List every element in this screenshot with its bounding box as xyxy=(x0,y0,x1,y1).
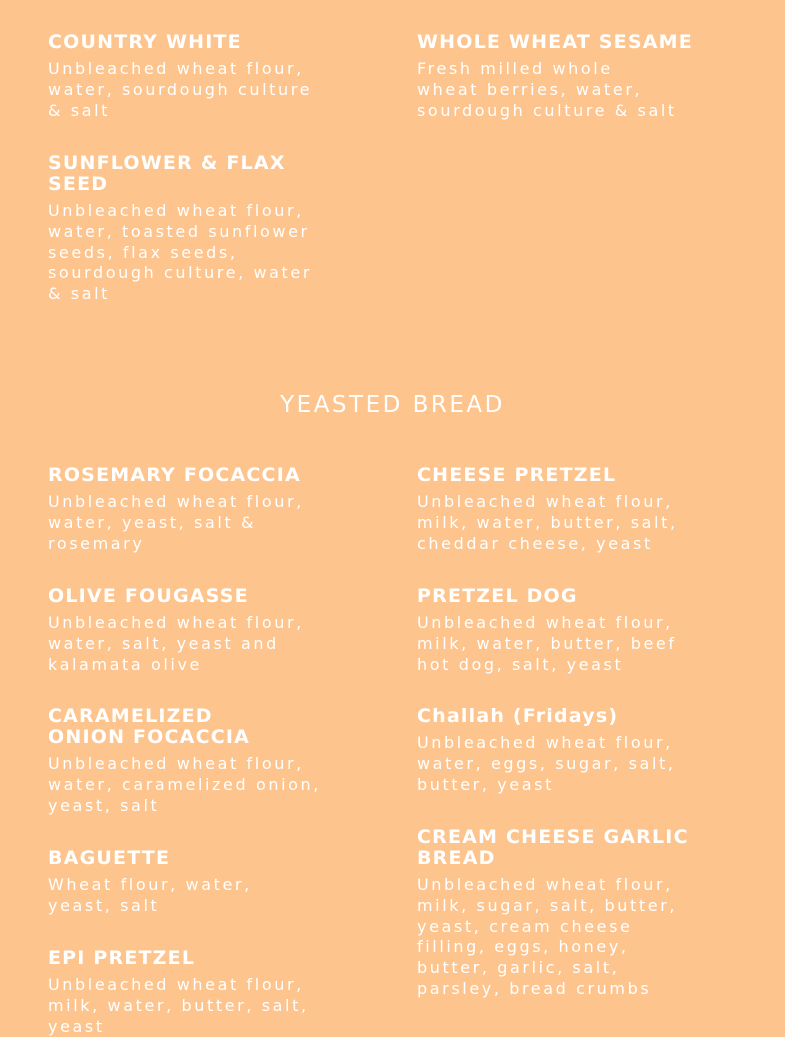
item-description: Fresh milled whole wheat berries, water, sourdough culture & salt xyxy=(417,59,677,120)
menu-item-olive-fougasse xyxy=(48,586,348,675)
item-description: Unbleached wheat flour, water, sourdough culture & salt xyxy=(48,59,313,120)
item-name: ROSEMARY FOCACCIA xyxy=(48,464,301,486)
menu-item-country-white xyxy=(48,32,348,121)
item-name: CARAMELIZED ONION FOCACCIA xyxy=(48,705,251,748)
item-name: WHOLE WHEAT SESAME xyxy=(417,31,693,53)
item-description: Wheat flour, water, yeast, salt xyxy=(48,875,252,915)
item-name: OLIVE FOUGASSE xyxy=(48,585,249,607)
item-name: COUNTRY WHITE xyxy=(48,31,242,53)
item-name: Challah (Fridays) xyxy=(417,705,619,727)
menu-item-pretzel-dog xyxy=(417,586,737,675)
item-name: CREAM CHEESE GARLIC BREAD xyxy=(417,826,689,869)
menu-item-challah xyxy=(417,706,737,795)
item-name: BAGUETTE xyxy=(48,847,171,869)
menu-item-epi-pretzel xyxy=(48,948,348,1037)
item-description: Unbleached wheat flour, milk, sugar, salt, butter, yeast, cream cheese filling, eggs, honey, butter, garlic, salt, parsley, bread crumbs xyxy=(417,875,678,998)
item-description: Unbleached wheat flour, water, salt, yeast and kalamata olive xyxy=(48,613,304,674)
item-description: Unbleached wheat flour, water, yeast, salt & rosemary xyxy=(48,492,304,553)
item-name: EPI PRETZEL xyxy=(48,947,196,969)
item-name: CHEESE PRETZEL xyxy=(417,464,617,486)
menu-item-whole-wheat-sesame xyxy=(417,32,737,121)
section-title-yeasted-bread: YEASTED BREAD xyxy=(280,392,505,418)
item-name: PRETZEL DOG xyxy=(417,585,578,607)
item-description: Unbleached wheat flour, milk, water, butter, salt, yeast xyxy=(48,975,309,1036)
item-description: Unbleached wheat flour, water, toasted sunflower seeds, flax seeds, sourdough culture, water & salt xyxy=(48,201,313,304)
item-name: SUNFLOWER & FLAX SEED xyxy=(48,152,286,195)
item-description: Unbleached wheat flour, water, eggs, sugar, salt, butter, yeast xyxy=(417,733,676,794)
menu-item-caramelized-onion-focaccia xyxy=(48,706,348,816)
item-description: Unbleached wheat flour, milk, water, butter, salt, cheddar cheese, yeast xyxy=(417,492,678,553)
menu-item-cream-cheese-garlic-bread xyxy=(417,827,737,1000)
menu-item-baguette xyxy=(48,848,348,917)
item-description: Unbleached wheat flour, water, caramelized onion, yeast, salt xyxy=(48,754,321,815)
menu-item-rosemary-focaccia xyxy=(48,465,348,554)
item-description: Unbleached wheat flour, milk, water, butter, beef hot dog, salt, yeast xyxy=(417,613,677,674)
menu-item-sunflower-flax-seed xyxy=(48,153,348,305)
menu-item-cheese-pretzel xyxy=(417,465,737,554)
